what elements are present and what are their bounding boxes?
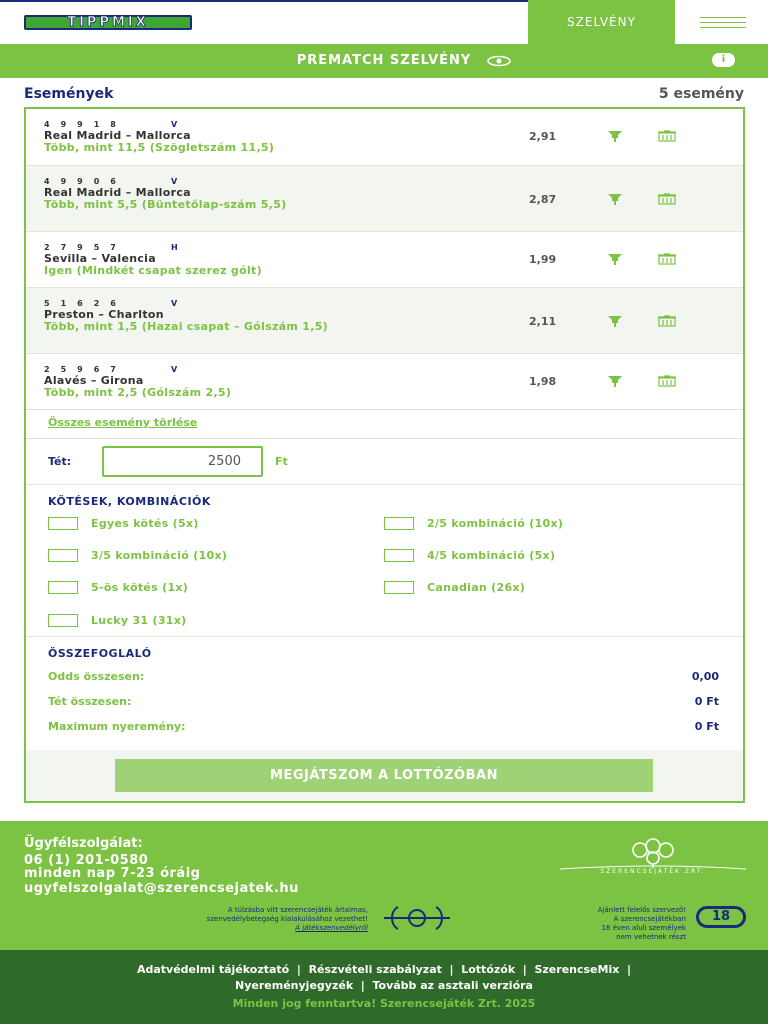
footer-phone[interactable]: 06 (1) 201-0580 — [24, 853, 149, 868]
warning-line: szenvedélybetegség kialakulásához vezethet! — [206, 915, 368, 923]
checkbox-lucky31[interactable] — [48, 614, 78, 627]
prematch-title: PREMATCH SZELVÉNY — [0, 44, 768, 78]
summary-label: Maximum nyeremény: — [48, 720, 186, 733]
event-row — [26, 109, 743, 166]
warning-line: A túlzásba vitt szerencsejáték ártalmas, — [227, 906, 368, 914]
tippmix-logo[interactable]: TIPPMIX — [24, 15, 192, 30]
info-icon[interactable]: i — [712, 53, 735, 67]
divider — [26, 484, 743, 485]
event-odds: 2,87 — [529, 193, 557, 206]
event-code: 25967 — [44, 365, 127, 374]
footer-title: Ügyfélszolgálat: — [24, 836, 143, 851]
footer-links: Adatvédelmi tájékoztató | Részvételi szabályzat | Lottózók | SzerencseMix | Nyereményjegyzék | Tovább az asztali verzióra — [136, 963, 632, 992]
event-code: 51626 — [44, 299, 127, 308]
clover-logo-icon — [560, 836, 746, 882]
event-match: Alavés – Girona — [44, 374, 144, 387]
combo-label: 3/5 kombináció (10x) — [91, 549, 228, 562]
link-privacy[interactable]: Adatvédelmi tájékoztató — [136, 963, 290, 976]
combo-label: Egyes kötés (5x) — [91, 517, 199, 530]
combinations-title: KÖTÉSEK, KOMBINÁCIÓK — [48, 495, 211, 508]
summary-label: Tét összesen: — [48, 695, 132, 708]
stake-unit: Ft — [275, 455, 288, 468]
event-match: Real Madrid – Mallorca — [44, 129, 191, 142]
hamburger-icon[interactable] — [675, 0, 768, 44]
pin-icon[interactable] — [606, 315, 624, 327]
footer-warning-right — [540, 906, 686, 942]
trash-icon[interactable] — [657, 193, 677, 205]
tab-szelveny[interactable]: SZELVÉNY — [528, 0, 675, 44]
summary-value: 0 Ft — [694, 695, 719, 708]
events-title: Események — [24, 86, 114, 102]
combo-label: Canadian (26x) — [427, 581, 526, 594]
event-type: V — [171, 299, 178, 308]
footer-email[interactable]: ugyfelszolgalat@szerencsejatek.hu — [24, 881, 299, 896]
pin-icon[interactable] — [606, 193, 624, 205]
pin-icon[interactable] — [606, 130, 624, 142]
stake-label: Tét: — [48, 455, 72, 468]
events-count: 5 esemény — [658, 86, 744, 102]
link-nyeremenyjegyzek[interactable]: Nyereményjegyzék — [235, 979, 354, 992]
event-type: V — [171, 365, 178, 374]
checkbox-canadian[interactable] — [384, 581, 414, 594]
event-tip: Több, mint 5,5 (Büntetőlap-szám 5,5) — [44, 198, 287, 211]
event-type: H — [171, 243, 178, 252]
event-code: 49906 — [44, 177, 127, 186]
event-row — [26, 288, 743, 354]
event-row — [26, 166, 743, 232]
trash-icon[interactable] — [657, 130, 677, 142]
summary-value: 0 Ft — [694, 720, 719, 733]
link-lottozok[interactable]: Lottózók — [461, 963, 516, 976]
event-code: 49918 — [44, 120, 127, 129]
event-tip: Több, mint 11,5 (Szögletszám 11,5) — [44, 141, 275, 154]
event-row — [26, 232, 743, 288]
combo-label: 5-ös kötés (1x) — [91, 581, 189, 594]
warning-line: nem vehetnek részt — [616, 933, 686, 941]
footer-hours: minden nap 7-23 óráig — [24, 866, 201, 881]
event-tip: Több, mint 2,5 (Gólszám 2,5) — [44, 386, 232, 399]
checkbox-4-5[interactable] — [384, 549, 414, 562]
event-tip: Igen (Mindkét csapat szerez gólt) — [44, 264, 262, 277]
combo-label: 4/5 kombináció (5x) — [427, 549, 556, 562]
summary-value: 0,00 — [691, 670, 719, 683]
copyright: Minden jog fenntartva! Szerencsejáték Zrt. 2025 — [232, 997, 536, 1010]
trash-icon[interactable] — [657, 375, 677, 387]
event-match: Sevilla – Valencia — [44, 252, 156, 265]
event-odds: 2,91 — [529, 130, 557, 143]
checkbox-3-5[interactable] — [48, 549, 78, 562]
divider — [26, 636, 743, 637]
checkbox-egyes[interactable] — [48, 517, 78, 530]
footer-brand: SZERENCSEJÁTÉK ZRT. — [600, 868, 706, 875]
event-type: V — [171, 120, 178, 129]
link-desktop[interactable]: Tovább az asztali verzióra — [372, 979, 533, 992]
event-tip: Több, mint 1,5 (Hazai csapat – Gólszám 1,5) — [44, 320, 328, 333]
summary-label: Odds összesen: — [48, 670, 145, 683]
warning-line: 18 éven aluli személyek — [601, 924, 686, 932]
event-row — [26, 354, 743, 410]
checkbox-5-os[interactable] — [48, 581, 78, 594]
event-match: Preston – Charlton — [44, 308, 164, 321]
addiction-link[interactable]: A játékszenvedélyről — [295, 924, 368, 932]
stake-input[interactable]: 2500 — [102, 446, 263, 477]
event-match: Real Madrid – Mallorca — [44, 186, 191, 199]
trash-icon[interactable] — [657, 315, 677, 327]
combo-label: 2/5 kombináció (10x) — [427, 517, 564, 530]
event-odds: 2,11 — [529, 315, 557, 328]
eye-icon[interactable] — [487, 55, 511, 67]
combo-label: Lucky 31 (31x) — [91, 614, 187, 627]
link-szerencsemix[interactable]: SzerencseMix — [534, 963, 620, 976]
link-rules[interactable]: Részvételi szabályzat — [308, 963, 442, 976]
event-type: V — [171, 177, 178, 186]
age-18-badge: 18 — [696, 906, 746, 928]
divider — [26, 438, 743, 439]
checkbox-2-5[interactable] — [384, 517, 414, 530]
summary-title: ÖSSZEFOGLALÓ — [48, 647, 152, 660]
responsible-gaming-icon — [378, 903, 456, 933]
footer-warning-left — [130, 906, 368, 933]
event-odds: 1,98 — [529, 375, 557, 388]
delete-all-link[interactable]: Összes esemény törlése — [48, 416, 198, 429]
pin-icon[interactable] — [606, 253, 624, 265]
event-odds: 1,99 — [529, 253, 557, 266]
event-code: 27957 — [44, 243, 127, 252]
warning-line: Ajánlett felelős szervező! — [597, 906, 686, 914]
pin-icon[interactable] — [606, 375, 624, 387]
trash-icon[interactable] — [657, 253, 677, 265]
warning-line: A szerencsejátékban — [613, 915, 686, 923]
play-in-lottozo-button[interactable]: MEGJÁTSZOM A LOTTÓZÓBAN — [115, 759, 653, 792]
